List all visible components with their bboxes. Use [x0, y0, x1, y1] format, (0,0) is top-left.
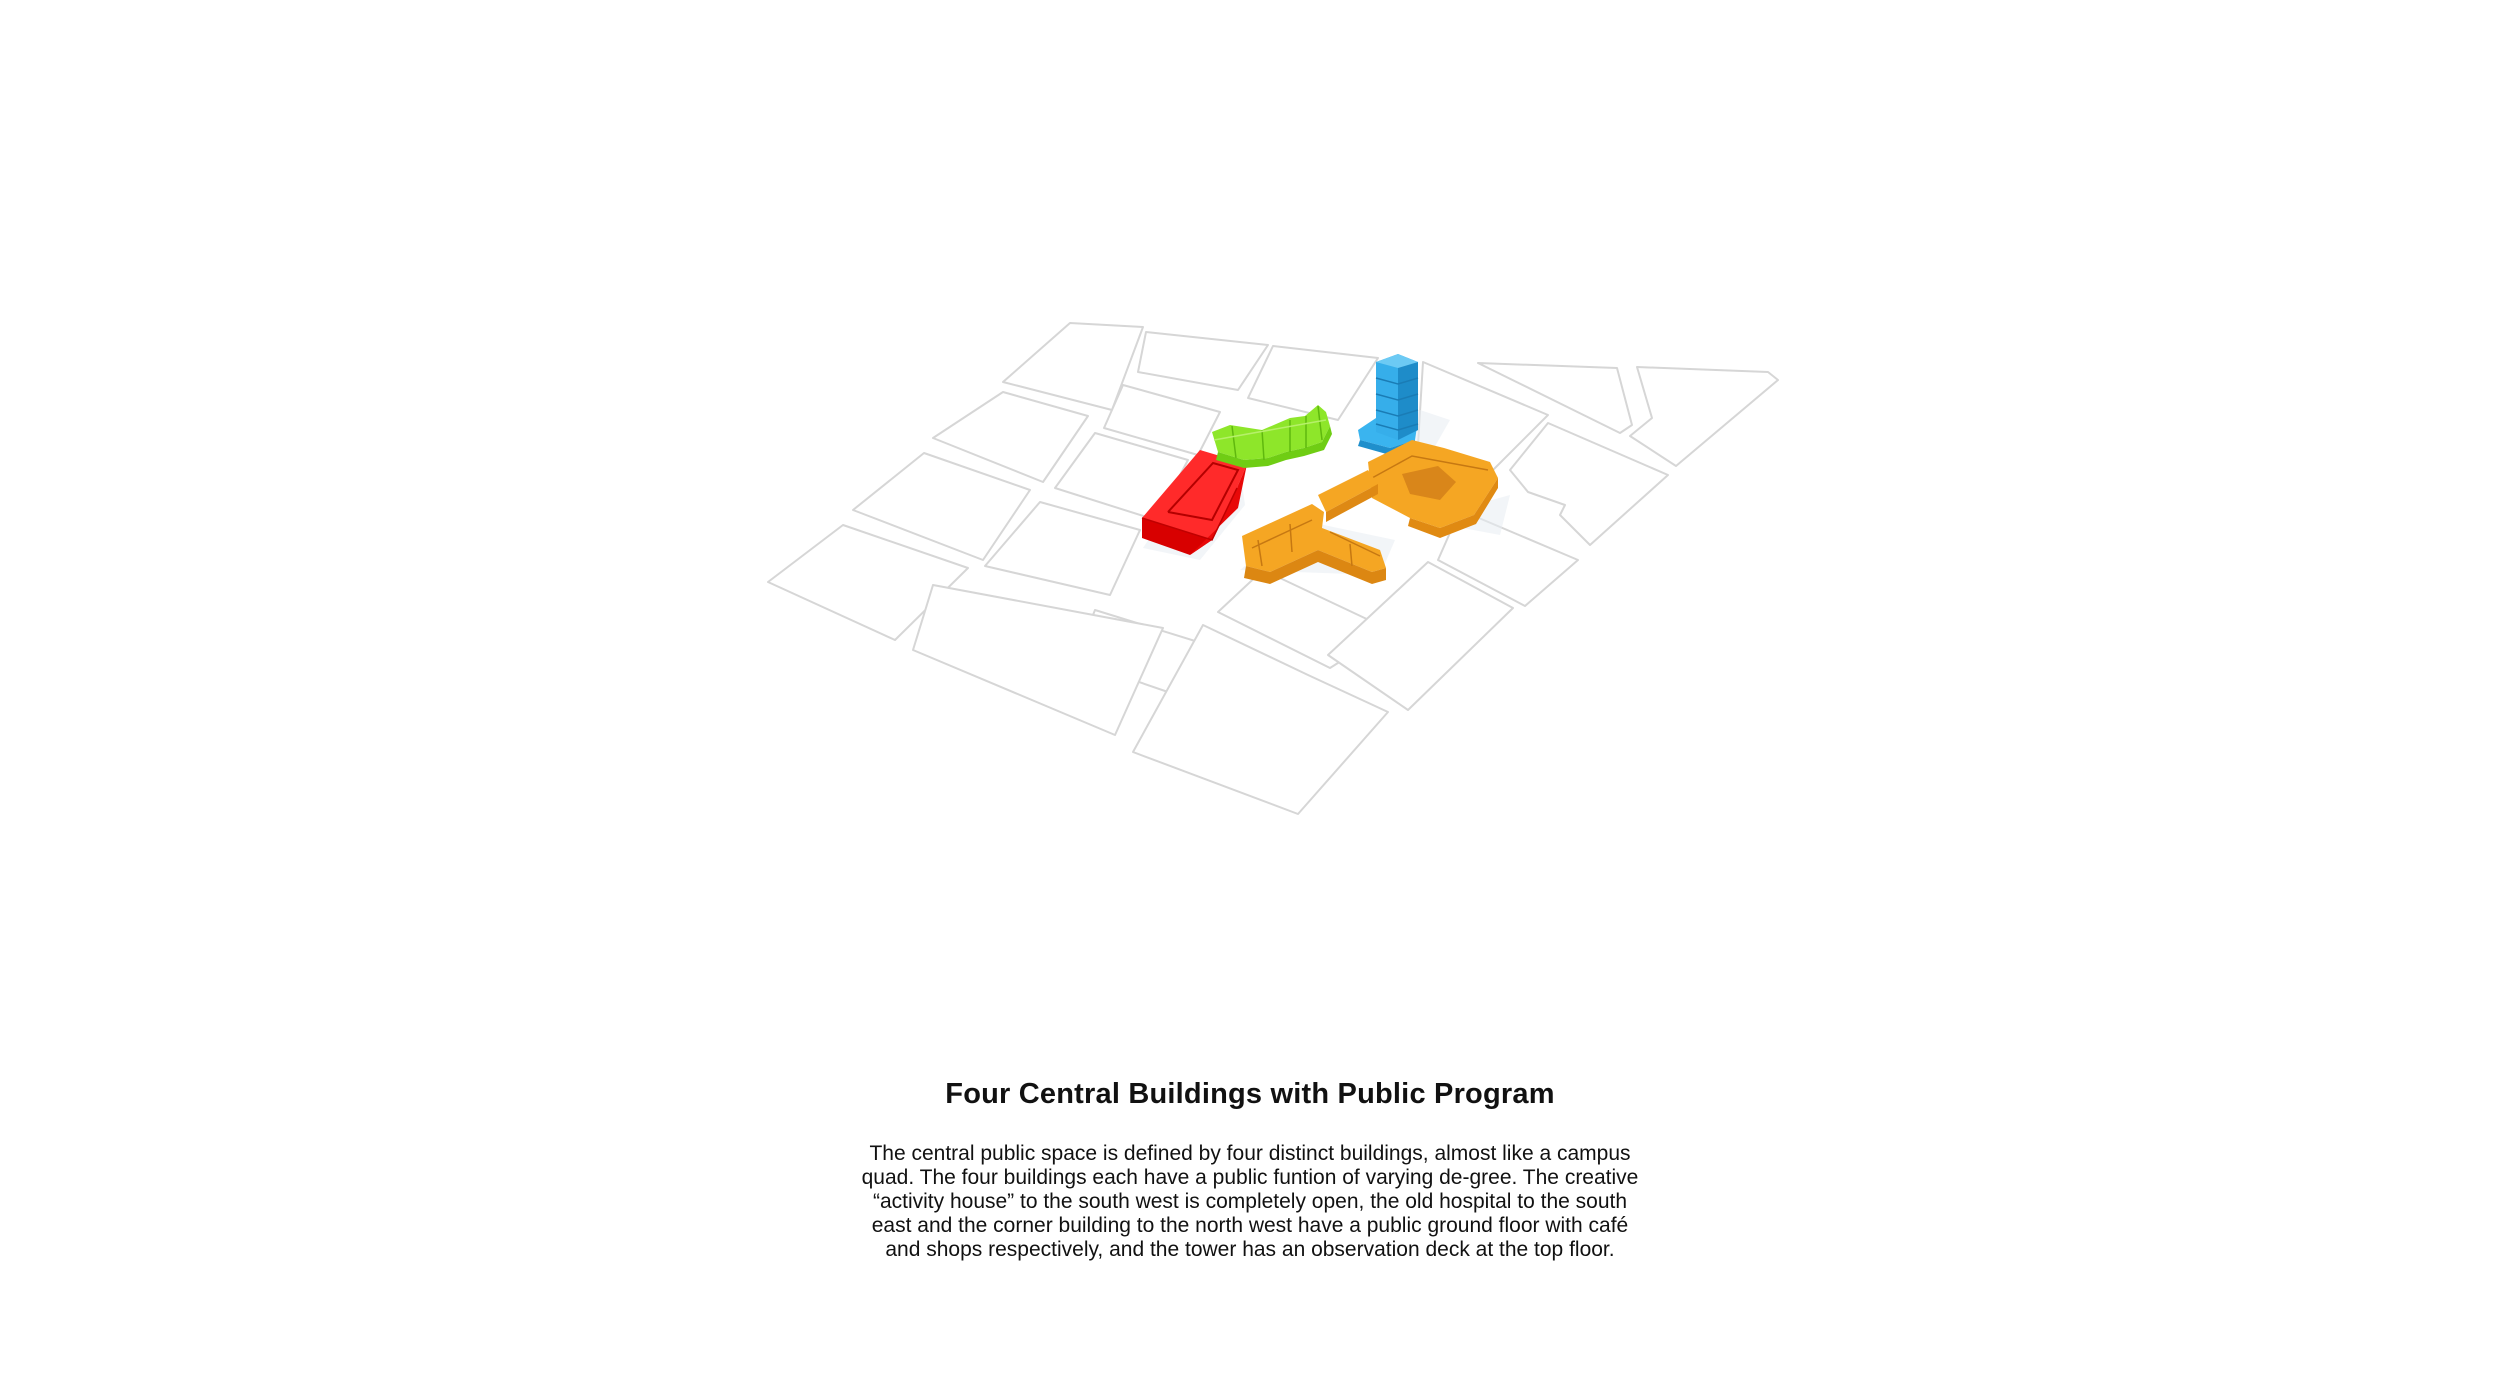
city-block: [1248, 346, 1378, 420]
caption-body: The central public space is defined by four distinct buildings, almost like a campus quad. The four buildings each have a public funtion of varying de-gree. The creative “activity house” to the south west is completely open, the old hospital to the south east and the corner building to the north west have a public ground floor with café and shops respectively, and the tower has an observation deck at the top floor.: [861, 1142, 1639, 1261]
city-block: [1630, 367, 1778, 466]
caption-title: Four Central Buildings with Public Program: [945, 1078, 1555, 1110]
city-block: [913, 585, 1163, 735]
corner-building: [1212, 405, 1332, 468]
city-block: [1138, 332, 1268, 390]
